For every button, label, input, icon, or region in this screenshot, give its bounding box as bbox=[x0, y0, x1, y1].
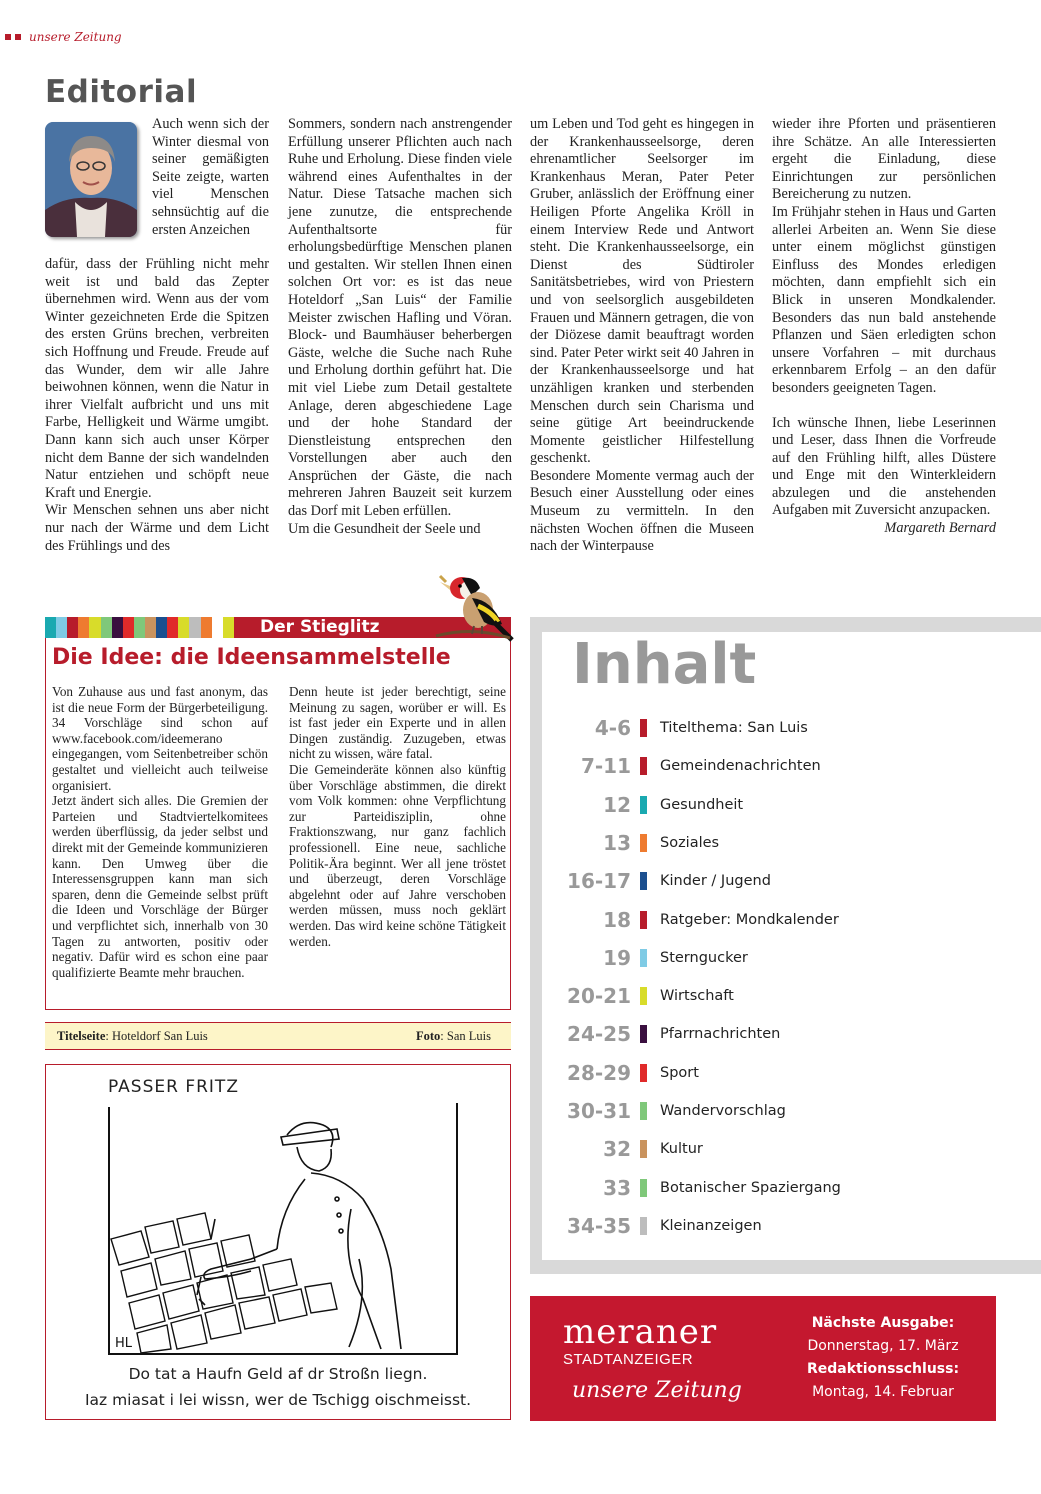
toc-page-number: 7-11 bbox=[580, 754, 631, 778]
editorial-col2 bbox=[288, 116, 512, 538]
toc-page-number: 20-21 bbox=[567, 984, 631, 1008]
editorial-paragraph: Im Frühjahr stehen in Haus und Garten allerlei Arbeiten an. Wenn Sie diese unter einem möglichst günstigen Einfluss des Mondes erledigen möchten, dann empfiehlt sich ein Blick in unseren Mondkalender. Besonders das nun bald anstehende Pflanzen und Säen erledigten schon unsere Vorfahren – mit durchaus erkennbarem Erfolg – an den dafür besonders geeigneten Tagen. bbox=[772, 203, 996, 396]
next-issue-date: Donnerstag, 17. März bbox=[807, 1338, 959, 1354]
toc-page-number: 12 bbox=[603, 793, 631, 817]
toc-color-swatch bbox=[640, 1140, 647, 1158]
cartoon-signature: HL bbox=[115, 1336, 133, 1351]
header-square-icon bbox=[15, 34, 21, 40]
cartoon-drawing bbox=[101, 1099, 461, 1361]
toc-item[interactable] bbox=[560, 1213, 762, 1239]
toc-label: Botanischer Spaziergang bbox=[660, 1180, 841, 1196]
toc-item[interactable] bbox=[560, 1021, 780, 1047]
toc-page-number: 33 bbox=[603, 1176, 631, 1200]
toc-label: Gemeindenachrichten bbox=[660, 758, 821, 774]
next-issue-info bbox=[788, 1312, 978, 1404]
toc-item[interactable] bbox=[560, 1098, 786, 1124]
toc-item[interactable] bbox=[560, 715, 808, 741]
toc-label: Sport bbox=[660, 1065, 699, 1081]
photo-credit: Foto: San Luis bbox=[415, 1029, 491, 1043]
meraner-unsere-zeitung: unsere Zeitung bbox=[572, 1378, 742, 1403]
stieglitz-title: Die Idee: die Ideensammelstelle bbox=[52, 645, 451, 670]
toc-color-swatch bbox=[640, 911, 647, 929]
toc-page-number: 32 bbox=[603, 1137, 631, 1161]
toc-label: Kinder / Jugend bbox=[660, 873, 771, 889]
header-square-icon bbox=[5, 34, 11, 40]
toc-label: Sterngucker bbox=[660, 950, 748, 966]
toc-color-swatch bbox=[640, 834, 647, 852]
toc-page-number: 28-29 bbox=[567, 1061, 631, 1085]
meraner-publisher-box bbox=[530, 1296, 996, 1421]
editorial-paragraph: Um die Gesundheit der Seele und bbox=[288, 520, 481, 537]
editorial-col1 bbox=[45, 256, 269, 555]
editorial-col4 bbox=[772, 116, 996, 538]
next-issue-label: Nächste Ausgabe: bbox=[811, 1315, 955, 1331]
toc-label: Pfarrnachrichten bbox=[660, 1026, 781, 1042]
cartoon-caption-line: Iaz miasat i lei wissn, wer de Tschigg oischmeisst. bbox=[84, 1391, 472, 1409]
meraner-logo: meraner bbox=[563, 1312, 718, 1352]
toc-label: Gesundheit bbox=[660, 797, 744, 813]
toc-color-swatch bbox=[640, 1064, 647, 1082]
editorial-title: Editorial bbox=[45, 74, 198, 110]
cartoon-passer-fritz bbox=[45, 1064, 511, 1420]
toc-color-swatch bbox=[640, 1217, 647, 1235]
toc-color-swatch bbox=[640, 1102, 647, 1120]
toc-item[interactable] bbox=[560, 1060, 699, 1086]
cartoon-caption-line: Do tat a Haufn Geld af dr Stroßn liegn. bbox=[128, 1365, 428, 1383]
stieglitz-paragraph: Jetzt ändert sich alles. Die Gremien der Parteien und Stadtviertelkomitees werden überflüssig, da jeder selbst und direkt mit der Gemeinde kommunizieren kann. Den Umweg über die Interessensgruppen kann man sich sparen, denn die Gemeinde selbst prüft die Ideen und Vorschläge der Bürger und verpflichtet sich, innerhalb von 30 Tagen zu antworten, positiv oder negativ. Dafür wird es schon eine paar qualifizierte Beamte mehr brauchen. bbox=[52, 793, 268, 980]
toc-label: Soziales bbox=[660, 835, 720, 851]
toc-label: Titelthema: San Luis bbox=[660, 720, 808, 736]
toc-color-swatch bbox=[640, 987, 647, 1005]
editorial-paragraph: Sommers, sondern nach anstrengender Erfüllung unserer Pflichten auch nach Ruhe und Erholung. Diese finden viele während eines Aufenthaltes in der Natur. Diese Tatsache machen sich jene zunutze, die entsprechende Aufenthaltsorte für erholungsbedürftige Menschen planen und gestalten. Wir stellen Ihnen einen solchen Ort vor: es ist das neue Hoteldorf „San Luis“ der Familie Meister zwischen Hafling und Vöran. Block- und Baumhäuser beherbergen Gäste, welche die Suche nach Ruhe und Erholung dorthin geführt hat. Die mit viel Liebe zum Detail gestaltete Anlage, deren abgeschiedene Lage und der hohe Standard der Dienstleistung entsprechen den Vorstellungen aber auch den Ansprüchen der Gäste, die nach mehreren Jahren Bauzeit seit kurzem das Dorf mit Leben erfüllen. bbox=[288, 116, 512, 520]
stieglitz-paragraph: Die Gemeinderäte können also künftig über Vorschläge abstimmen, die direkt vom Volk kommen: ohne Verpflichtung zur Parteidisziplin, ohne Fraktionszwang, nur ganz fachlich professionell. Eine neue, sachliche Politik-Ära beginnt. Wer all jene tröstet und überzeugt, deren Vorschläge abgelehnt oder auf Jahre verschoben werden müssen, muss noch geklärt werden. Das wird keine schöne Tätigkeit werden. bbox=[289, 761, 506, 949]
stieglitz-label: Der Stieglitz bbox=[260, 617, 380, 637]
cover-credit: Titelseite: Hoteldorf San Luis bbox=[57, 1029, 208, 1043]
toc-label: Wandervorschlag bbox=[660, 1103, 786, 1119]
editorial-paragraph: Wir Menschen sehnen uns aber nicht nur nach der Wärme und dem Licht des Frühlings und des bbox=[45, 502, 269, 554]
editorial-paragraph: Auch wenn sich der Winter diesmal von seiner gemäßigten Seite zeigte, warten viel Menschen sehnsüchtig auf die ersten Anzeichen bbox=[152, 116, 269, 238]
editorial-paragraph: dafür, dass der Frühling nicht mehr weit ist und bald das Zepter übernehmen wird. Wenn aus der vom Winter gezeichneten Erde die Spitzen des ersten Grüns brechen, verbreiten sich Hoffnung und Freude. Freude auf das Wunder, dem wir alle Jahre beiwohnen können, wenn die Natur in ihrer Vielfalt aufbricht und uns mit Farbe, Helligkeit und Wärme umgibt. Dann kann sich auch unser Körper nicht dem Banne der sich wandelnden Natur entziehen und schöpft neue Kraft und Energie. bbox=[45, 256, 269, 501]
toc-color-swatch bbox=[640, 949, 647, 967]
toc-page-number: 24-25 bbox=[567, 1022, 631, 1046]
deadline-date: Montag, 14. Februar bbox=[812, 1384, 954, 1400]
editorial-col3 bbox=[530, 116, 754, 556]
toc-page-number: 18 bbox=[603, 908, 631, 932]
cartoon-title: PASSER FRITZ bbox=[108, 1077, 239, 1097]
toc-item[interactable] bbox=[560, 830, 719, 856]
cartoon-caption bbox=[46, 1361, 510, 1413]
author-portrait bbox=[45, 122, 137, 237]
toc-item[interactable] bbox=[560, 868, 771, 894]
toc-color-swatch bbox=[640, 1025, 647, 1043]
photo-credit-bar bbox=[45, 1022, 511, 1050]
inhalt-title: Inhalt bbox=[572, 632, 757, 697]
deadline-label: Redaktionsschluss: bbox=[806, 1361, 960, 1377]
stieglitz-paragraph: Von Zuhause aus und fast anonym, das ist die neue Form der Bürgerbeteiligung. 34 Vorschläge sind schon auf www.facebook.com/ideemerano eingegangen, vom Seitenbetreiber schön gestaltet und vielleicht auch teilweise organisiert. bbox=[52, 684, 268, 793]
header-logo: unsere Zeitung bbox=[29, 29, 122, 44]
toc-page-number: 13 bbox=[603, 831, 631, 855]
color-stripe bbox=[45, 617, 245, 638]
toc-item[interactable] bbox=[560, 753, 821, 779]
editorial-paragraph: Besondere Momente vermag auch der Besuch einer Ausstellung oder eines Museum zu vermitteln. In den nächsten Wochen öffnen die Museen nach der Winterpause bbox=[530, 467, 754, 555]
toc-page-number: 16-17 bbox=[567, 869, 631, 893]
stieglitz-col2 bbox=[289, 684, 506, 949]
toc-item[interactable] bbox=[560, 983, 734, 1009]
toc-color-swatch bbox=[640, 796, 647, 814]
page-header bbox=[5, 26, 122, 45]
toc-page-number: 19 bbox=[603, 946, 631, 970]
toc-item[interactable] bbox=[560, 792, 743, 818]
toc-item[interactable] bbox=[560, 945, 748, 971]
toc-label: Kultur bbox=[660, 1141, 703, 1157]
toc-label: Ratgeber: Mondkalender bbox=[660, 912, 839, 928]
editorial-signature: Margareth Bernard bbox=[884, 520, 996, 537]
editorial-col1-top bbox=[152, 116, 269, 239]
toc-item[interactable] bbox=[560, 907, 839, 933]
toc-item[interactable] bbox=[560, 1175, 841, 1201]
toc-page-number: 34-35 bbox=[567, 1214, 631, 1238]
toc-color-swatch bbox=[640, 872, 647, 890]
toc-color-swatch bbox=[640, 1179, 647, 1197]
meraner-subtitle: STADTANZEIGER bbox=[563, 1351, 694, 1368]
toc-page-number: 30-31 bbox=[567, 1099, 631, 1123]
editorial-paragraph: wieder ihre Pforten und präsentieren ihre Schätze. An alle Interessierten ergeht die Einladung, diese Einrichtungen zur persönlichen Bereicherung zu nutzen. bbox=[772, 116, 996, 203]
editorial-paragraph: Ich wünsche Ihnen, liebe Leserinnen und Leser, dass Ihnen die Vorfreude auf den Frühling hilft, alles Düstere und Enge mit den Winterkleidern abzulegen und die anstehenden Aufgaben mit Zuversicht anzupacken. bbox=[772, 414, 996, 519]
stieglitz-paragraph: Denn heute ist jeder berechtigt, seine Meinung zu sagen, worüber er will. Es ist fast jeder ein Experte und in allen Dingen zuständig. Zuzugeben, etwas nicht zu wissen, wäre fatal. bbox=[289, 684, 506, 762]
toc-label: Wirtschaft bbox=[660, 988, 734, 1004]
toc-page-number: 4-6 bbox=[594, 716, 631, 740]
toc-color-swatch bbox=[640, 719, 647, 737]
editorial-paragraph: um Leben und Tod geht es hingegen in der Krankenhausseelsorge, deren ehrenamtlicher Seelsorger im Krankenhaus Meran, Pater Peter Gruber, anlässlich der Eröffnung einer Heiligen Pforte Angelika Kröll in einem Interview Rede und Antwort steht. Die Krankenhausseelsorge, ein Dienst des Südtiroler Sanitätsbetriebes, wird von Priestern und von seelsorglich ausgebildeten Frauen und Männern getragen, die von der Diözese damit beauftragt worden sind. Pater Peter wirkt seit 40 Jahren in der Krankenhausseelsorge und hat unzähligen kranken und sterbenden Menschen durch sein Charisma und seine gütige Art beeindruckende Momente geistlicher Hilfestellung geschenkt. bbox=[530, 116, 754, 467]
toc-label: Kleinanzeigen bbox=[660, 1218, 762, 1234]
stieglitz-col1 bbox=[52, 684, 268, 980]
toc-color-swatch bbox=[640, 757, 647, 775]
toc-item[interactable] bbox=[560, 1136, 703, 1162]
